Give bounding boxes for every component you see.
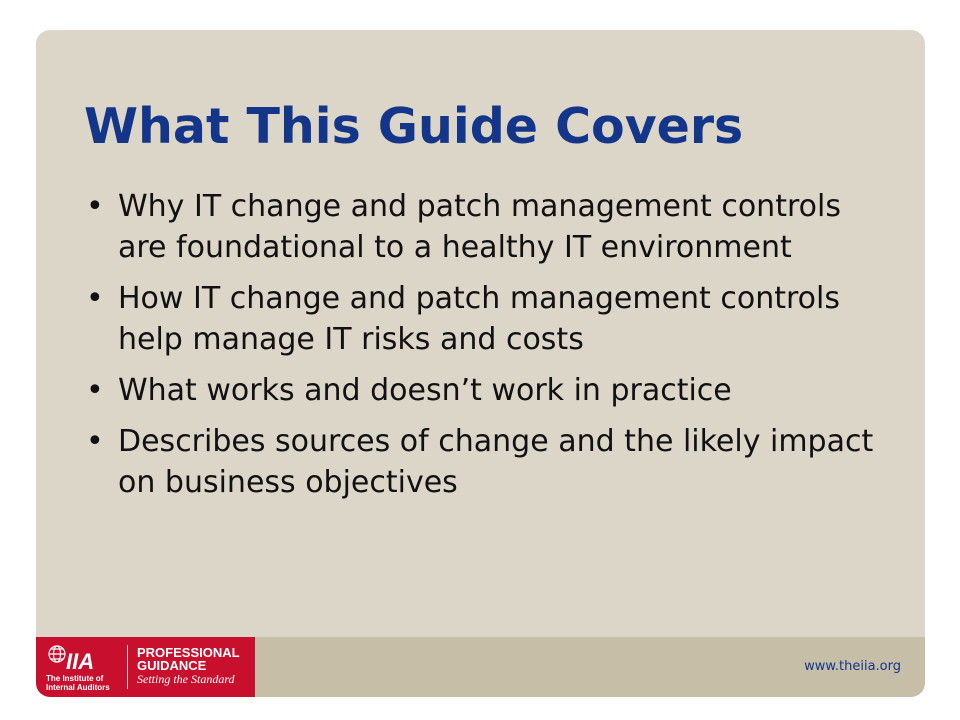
- bullet-item: [86, 278, 876, 360]
- bullet-item: [86, 370, 876, 411]
- slide: [36, 30, 925, 697]
- website-link[interactable]: www.theiia.org: [804, 659, 901, 674]
- guidance-tagline: Setting the Standard: [137, 672, 235, 686]
- guidance-line2: GUIDANCE: [137, 658, 207, 673]
- guidance-line1: PROFESSIONAL: [137, 645, 240, 660]
- bullet-item: [86, 421, 876, 503]
- bullet-text: How IT change and patch management controls help manage IT risks and costs: [118, 281, 840, 357]
- logo-line1: The Institute of: [46, 674, 104, 683]
- bullet-text: Describes sources of change and the likely impact on business objectives: [118, 424, 874, 500]
- bullet-dot: •: [86, 373, 104, 408]
- bullet-text: Why IT change and patch management controls are foundational to a healthy IT environment: [118, 189, 841, 265]
- bullet-item: [86, 186, 876, 268]
- iia-logo-icon: [44, 643, 120, 693]
- slide-title: What This Guide Covers: [84, 98, 744, 155]
- professional-guidance-mark: [137, 646, 240, 686]
- brand-block: [36, 637, 255, 697]
- logo-line2: Internal Auditors: [46, 683, 110, 692]
- bullet-dot: •: [86, 424, 104, 459]
- brand-divider: [127, 645, 128, 689]
- bullet-dot: •: [86, 281, 104, 316]
- bullet-text: What works and doesn’t work in practice: [118, 373, 732, 408]
- logo-initials: IIA: [66, 649, 95, 674]
- footer-bar: [36, 637, 925, 697]
- bullet-list: [86, 186, 876, 513]
- bullet-dot: •: [86, 189, 104, 224]
